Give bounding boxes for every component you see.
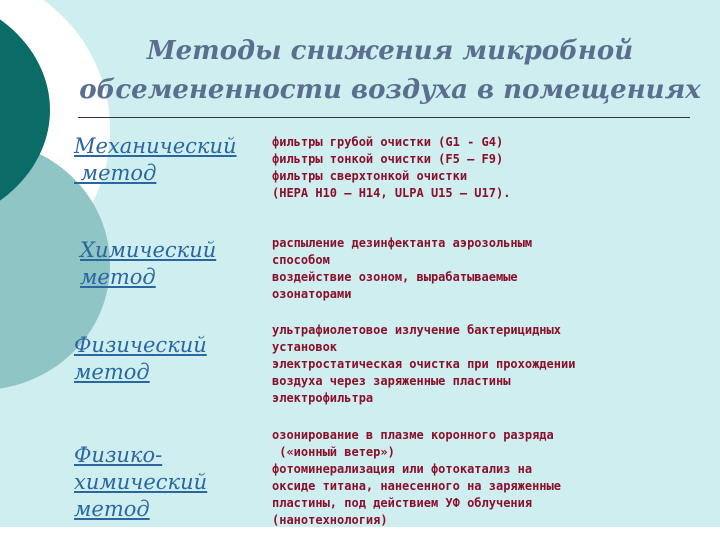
description-line: фильтры тонкой очистки (F5 – F9) [272, 152, 504, 166]
description-line: озонирование в плазме коронного разряда [272, 428, 554, 442]
description-line: ультрафиолетовое излучение бактерицидных [272, 323, 561, 337]
method-physicochemical-label [74, 442, 207, 523]
description-line: установок [272, 340, 338, 354]
method-physical-description [272, 322, 712, 407]
method-mechanical-description [272, 134, 712, 202]
slide-title [70, 32, 710, 110]
method-name-line: Физический [74, 333, 207, 357]
description-line: электрофильтра [272, 391, 374, 405]
description-line: воздействие озоном, вырабатываемые [272, 270, 518, 284]
description-line: пластины, под действием УФ облучения [272, 496, 533, 510]
description-line: распыление дезинфектанта аэрозольным [272, 236, 533, 250]
description-line: фильтры грубой очистки (G1 - G4) [272, 135, 504, 149]
description-line: электростатическая очистка при прохождении [272, 357, 576, 371]
description-line: воздуха через заряженные пластины [272, 374, 511, 388]
title-line-2: обсемененности воздуха в помещениях [79, 75, 701, 105]
method-chemical-description [272, 235, 712, 303]
description-line: оксиде титана, нанесенного на заряженные [272, 479, 561, 493]
method-name-line: метод [74, 360, 150, 384]
method-physicochemical-description [272, 427, 712, 527]
description-line: озонаторами [272, 287, 352, 301]
method-name-line: метод [74, 161, 157, 185]
description-line: фотоминерализация или фотокатализ на [272, 462, 533, 476]
method-name-line: Физико- [74, 443, 163, 467]
method-physical-label [74, 332, 207, 386]
title-divider [78, 117, 690, 118]
description-line: способом [272, 253, 330, 267]
description-line: (HEPA H10 – H14, ULPA U15 – U17). [272, 186, 511, 200]
method-chemical-label [80, 237, 216, 291]
description-line: фильтры сверхтонкой очистки [272, 169, 468, 183]
method-name-line: метод [74, 497, 150, 521]
method-name-line: метод [80, 265, 156, 289]
method-mechanical-label [74, 133, 237, 187]
description-line: (нанотехнология) [272, 513, 388, 527]
description-line: («ионный ветер») [272, 445, 395, 459]
method-name-line: химический [74, 470, 208, 494]
title-line-1: Методы снижения микробной [146, 36, 634, 66]
method-name-line: Химический [80, 238, 217, 262]
method-name-line: Механический [74, 134, 237, 158]
